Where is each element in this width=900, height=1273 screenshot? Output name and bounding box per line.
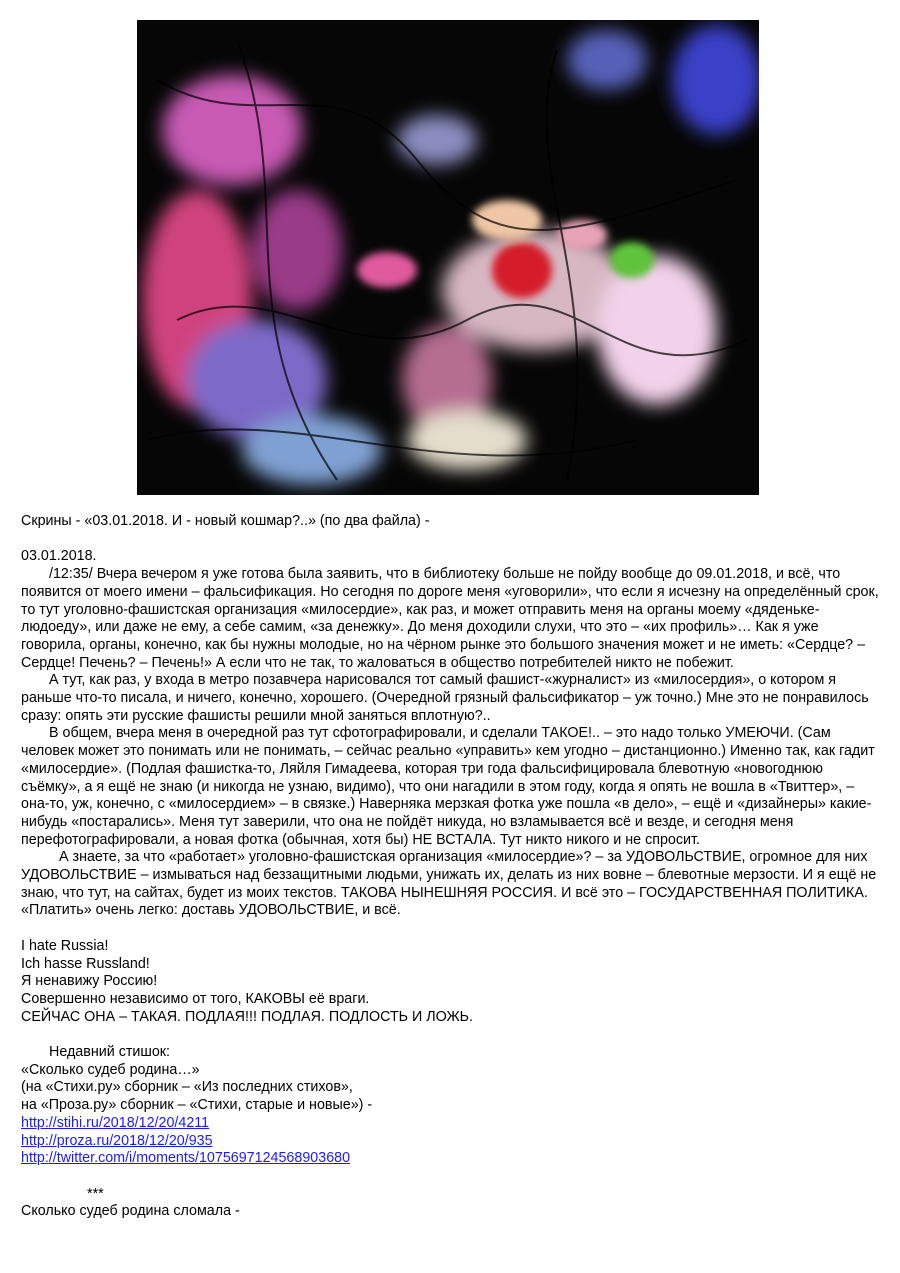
document-body [21,513,881,1221]
slogan-line: I hate Russia! [21,937,109,954]
stihi-link[interactable]: http://stihi.ru/2018/12/20/4211 [21,1114,210,1131]
entry-date: 03.01.2018. [21,548,97,565]
body-paragraph: А тут, как раз, у входа в метро позавчера нарисовался тот самый фашист-«журналист» из «милосердия», о котором я раньше что-то писала, и ничего, конечно, хорошего. (Очередной грязный фальсификатор – уж точно.) Мне это не понравилось сразу: опять эти русские фашисты решили мной заняться вплотную?.. [21,672,869,724]
screenshots-heading: Скрины - «03.01.2018. И - новый кошмар?..» (по два файла) - [21,513,430,529]
artwork-graphic [137,20,759,495]
recent-poem-title: «Сколько судеб родина…» [21,1061,200,1078]
section-separator: *** [87,1185,104,1202]
recent-poem-note: (на «Стихи.ру» сборник – «Из последних стихов», [21,1079,353,1096]
slogan-line: Я ненавижу Россию! [21,973,158,990]
slogan-line: Ich hasse Russland! [21,955,150,972]
slogan-line: Совершенно независимо от того, КАКОВЫ её враги. [21,990,370,1007]
body-paragraph: А знаете, за что «работает» уголовно-фашистская организация «милосердие»? – за УДОВОЛЬСТВИЕ, огромное для них УДОВОЛЬСТВИЕ – измываться над беззащитными людьми, унижать их, делать из них вовне – блевотные мерзости. И я ещё не знаю, что тут, на сайтах, будет из моих текстов. ТАКОВА НЫНЕШНЯЯ РОССИЯ. И всё это – ГОСУДАРСТВЕННАЯ ПОЛИТИКА. «Платить» очень легко: доставь УДОВОЛЬСТВИЕ, и всё. [21,849,877,919]
slogan-line: СЕЙЧАС ОНА – ТАКАЯ. ПОДЛАЯ!!! ПОДЛАЯ. ПОДЛОСТЬ И ЛОЖЬ. [21,1008,474,1025]
proza-link[interactable]: http://proza.ru/2018/12/20/935 [21,1132,213,1149]
recent-poem-note: на «Проза.ру» сборник – «Стихи, старые и новые») - [21,1097,373,1114]
body-paragraph: /12:35/ Вчера вечером я уже готова была заявить, что в библиотеку больше не пойду вообще до 09.01.2018, и всё, что появится от моего имени – фальсификация. Но сегодня по дороге меня «уговорили», что если я исчезну на определённый срок, то тут уголовно-фашистская организация «милосердие», как раз, и может отправить меня на органы моему «дяденьке-людоеду», или даже не ему, а себе самим, «за денежку». До меня доходили слухи, что это – «их профиль»… Как я уже говорила, органы, конечно, как бы нужны молодые, но на чёрном рынке это большого значения может и не иметь: «Сердце? – Сердце! Печень? – Печень!» А если что не так, то жаловаться в общество потребителей никто не побежит. [21,566,879,671]
abstract-artwork-image [137,20,759,495]
twitter-link[interactable]: http://twitter.com/i/moments/1075697124568903680 [21,1150,351,1167]
poem-first-line: Сколько судеб родина сломала - [21,1203,240,1220]
body-paragraph: В общем, вчера меня в очередной раз тут сфотографировали, и сделали ТАКОЕ!.. – это надо только УМЕЮЧИ. (Сам человек может это понимать или не понимать, – сейчас реально «управить» кем угодно – дистанционно.) Именно так, как гадит «милосердие». (Подлая фашистка-то, Ляйля Гимадеева, которая три года фальсифицировала блевотную «новогоднюю съёмку», а я ещё не знаю (и никогда не узнаю, видимо), что они нагадили в этом году, когда я опять не вошла в «Твиттер», – она-то, уж, конечно, с «милосердием» – в связке.) Наверняка мерзкая фотка уже пошла «в дело», – ещё и «дизайнеры» какие-нибудь «постарались». Меня тут заверили, что она не пойдёт никуда, но взламывается всё и везде, и сегодня меня перефотографировали, а новая фотка (обычная, хотя бы) НЕ ВСТАЛА. Тут никто никого и не спросит. [21,725,875,848]
recent-poem-label: Недавний стишок: [49,1044,171,1061]
